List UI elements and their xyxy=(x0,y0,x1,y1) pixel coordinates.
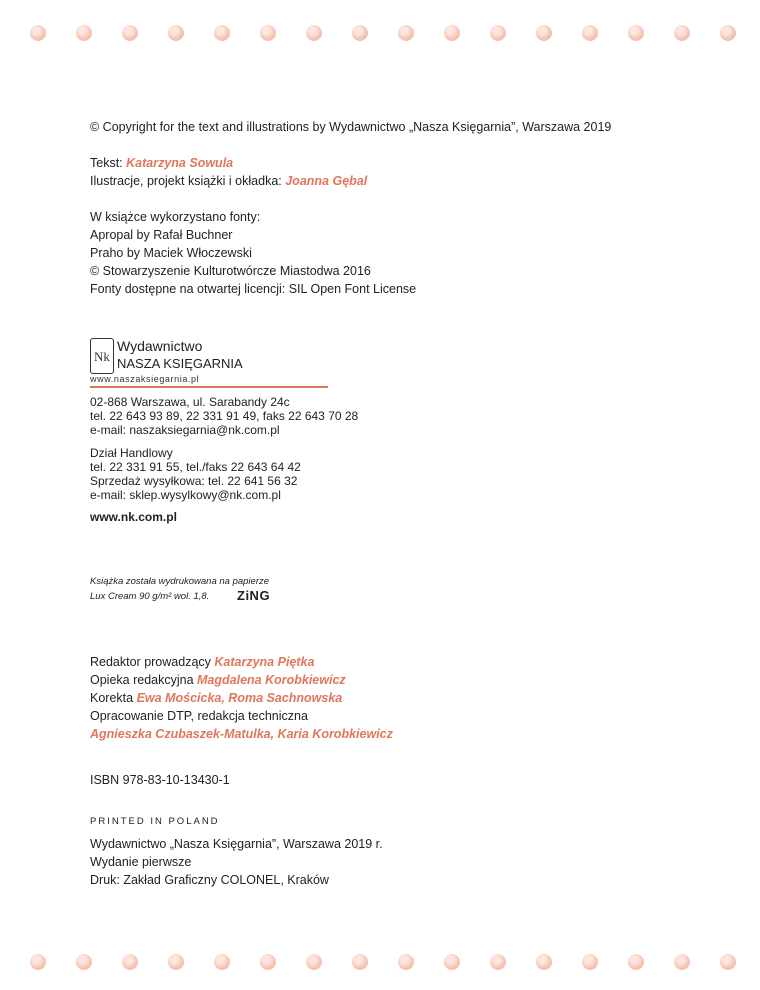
decorative-dot xyxy=(260,954,276,970)
editorial-care-label: Opieka redakcyjna xyxy=(90,673,194,687)
printed-in: PRINTED IN POLAND xyxy=(90,816,220,827)
proofreading xyxy=(90,690,342,706)
decorative-dot xyxy=(306,954,322,970)
decorative-dot xyxy=(122,954,138,970)
copyright-line: © Copyright for the text and illustrations by Wydawnictwo „Nasza Księgarnia”, Warszawa 2019 xyxy=(90,120,612,134)
zing-logo: ZiNG xyxy=(237,588,271,603)
decorative-dot xyxy=(582,954,598,970)
edition-line: Wydawnictwo „Nasza Księgarnia”, Warszawa 2019 r. xyxy=(90,837,383,851)
logo-text: Nk xyxy=(94,349,110,364)
decorative-dot xyxy=(674,25,690,41)
lead-editor-label: Redaktor prowadzący xyxy=(90,655,211,669)
editorial-care-name: Magdalena Korobkiewicz xyxy=(197,673,346,687)
decorative-dot xyxy=(444,25,460,41)
sales-line: e-mail: sklep.wysylkowy@nk.com.pl xyxy=(90,488,281,502)
decorative-dot xyxy=(306,25,322,41)
text-credit-label: Tekst: xyxy=(90,156,123,170)
decorative-dot xyxy=(352,25,368,41)
address-line: e-mail: naszaksiegarnia@nk.com.pl xyxy=(90,423,280,437)
decorative-dot xyxy=(168,954,184,970)
decorative-dot xyxy=(720,25,736,41)
publisher-website: www.nk.com.pl xyxy=(90,510,177,524)
decorative-dot xyxy=(30,25,46,41)
paper-line2: Lux Cream 90 g/m² wol. 1,8. xyxy=(90,591,210,602)
decorative-dot xyxy=(122,25,138,41)
text-author: Katarzyna Sowula xyxy=(126,156,234,170)
sales-line: Sprzedaż wysyłkowa: tel. 22 641 56 32 xyxy=(90,474,298,488)
decorative-dot xyxy=(720,954,736,970)
decorative-dot xyxy=(398,25,414,41)
decorative-dot xyxy=(214,25,230,41)
decorative-dot xyxy=(628,25,644,41)
text-credit xyxy=(90,155,233,171)
decorative-dot xyxy=(490,25,506,41)
decorative-dot xyxy=(214,954,230,970)
decorative-dot xyxy=(444,954,460,970)
decorative-dot xyxy=(536,954,552,970)
font-line: Fonty dostępne na otwartej licencji: SIL Open Font License xyxy=(90,282,417,296)
lead-editor-name: Katarzyna Piętka xyxy=(214,655,315,669)
edition-line: Wydanie pierwsze xyxy=(90,855,192,869)
dtp-label: Opracowanie DTP, redakcja techniczna xyxy=(90,709,308,723)
decorative-dot xyxy=(536,25,552,41)
decorative-dot xyxy=(168,25,184,41)
accent-divider xyxy=(90,386,328,388)
editorial-care xyxy=(90,672,346,688)
illustrations-author: Joanna Gębal xyxy=(285,174,368,188)
sales-line: Dział Handlowy xyxy=(90,446,173,460)
decorative-dot xyxy=(260,25,276,41)
decorative-dot xyxy=(30,954,46,970)
address-line: 02-868 Warszawa, ul. Sarabandy 24c xyxy=(90,395,290,409)
font-line: Praho by Maciek Włoczewski xyxy=(90,246,252,260)
sales-line: tel. 22 331 91 55, tel./faks 22 643 64 42 xyxy=(90,460,301,474)
lead-editor xyxy=(90,654,314,670)
font-line: Apropal by Rafał Buchner xyxy=(90,228,233,242)
address-line: tel. 22 643 93 89, 22 331 91 49, faks 22 643 70 28 xyxy=(90,409,359,423)
isbn: ISBN 978-83-10-13430-1 xyxy=(90,773,230,787)
fonts-intro: W książce wykorzystano fonty: xyxy=(90,210,261,224)
publisher-url: www.naszaksiegarnia.pl xyxy=(90,374,200,384)
illustrations-credit xyxy=(90,173,367,189)
publisher-name-line2: NASZA KSIĘGARNIA xyxy=(117,356,243,371)
decorative-dot xyxy=(628,954,644,970)
publisher-name-line1: Wydawnictwo xyxy=(117,338,203,354)
nk-logo-icon xyxy=(91,339,113,373)
decorative-dot xyxy=(398,954,414,970)
edition-line: Druk: Zakład Graficzny COLONEL, Kraków xyxy=(90,873,329,887)
font-line: © Stowarzyszenie Kulturotwórcze Miastodwa 2016 xyxy=(90,264,371,278)
decorative-dot xyxy=(76,25,92,41)
publisher-logo xyxy=(90,338,114,374)
proofreading-names: Ewa Mościcka, Roma Sachnowska xyxy=(136,691,343,705)
dtp-names: Agnieszka Czubaszek-Matulka, Karia Korobkiewicz xyxy=(90,727,393,741)
proofreading-label: Korekta xyxy=(90,691,134,705)
paper-line1: Książka została wydrukowana na papierze xyxy=(90,576,270,587)
decorative-dot xyxy=(490,954,506,970)
decorative-dot xyxy=(76,954,92,970)
top-dot-border xyxy=(0,22,760,46)
bottom-dot-border xyxy=(0,951,760,975)
decorative-dot xyxy=(582,25,598,41)
decorative-dot xyxy=(674,954,690,970)
illustrations-label: Ilustracje, projekt książki i okładka: xyxy=(90,174,282,188)
decorative-dot xyxy=(352,954,368,970)
